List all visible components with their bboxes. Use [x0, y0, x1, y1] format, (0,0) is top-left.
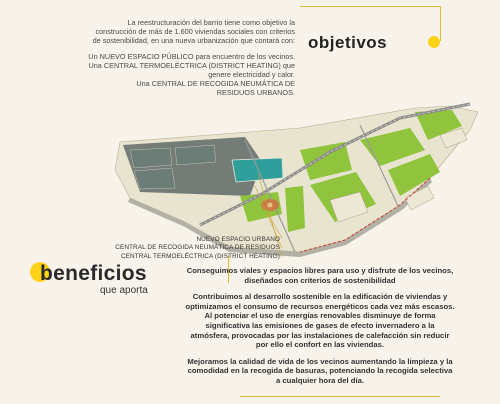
objetivo-item: RESIDUOS URBANOS.: [216, 88, 295, 98]
beneficio-paragraph: Contribuimos al desarrollo sostenible en la edificación de viviendas y optimizamos el consumo de recursos energéticos cada vez más escasos. Al potenciar el uso de energías renovables disminuye de forma significativa las emisiones de gases de efecto invernadero a la atmósfera, provocadas por las instalaciones de calefacción sin reducir por ello el confort en las viviendas.: [185, 292, 455, 350]
objetivo-item: genere electricidad y calor.: [208, 70, 295, 80]
legend-item: CENTRAL DE RECOGIDA NEUMÁTICA DE RESIDUOS: [115, 244, 280, 252]
beneficios-title: beneficios: [40, 262, 147, 285]
parcel: [175, 145, 216, 165]
green-space: [285, 186, 305, 232]
plaza-center: [268, 203, 273, 208]
objetivo-item: Un NUEVO ESPACIO PÚBLICO para encuentro de los vecinos.: [88, 51, 295, 61]
legend-item: CENTRAL TERMOELÉCTRICA (DISTRICT HEATING): [120, 252, 280, 260]
legend-item: NUEVO ESPACIO URBANO: [196, 236, 280, 243]
objetivo-item: Una CENTRAL TERMOELÉCTRICA (DISTRICT HEATING) que: [88, 60, 295, 70]
intro-line: de sostenibilidad, en una nueva urbanización que contará con:: [92, 36, 295, 46]
beneficios-body: [185, 266, 455, 393]
intro-line: construcción de más de 1.600 viviendas sociales con criterios: [95, 27, 295, 37]
objetivos-title: objetivos: [308, 33, 388, 52]
intro-line: La reestructuración del barrio tiene como objetivo la: [127, 18, 295, 27]
parcel: [134, 168, 175, 189]
map-legend: [40, 236, 280, 261]
water-area: [232, 158, 283, 182]
beneficio-paragraph: Conseguimos viales y espacios libres para uso y disfrute de los vecinos, diseñados con criterios de sostenibilidad: [186, 266, 454, 285]
parcel: [130, 148, 172, 168]
beneficios-subtitle: que aporta: [100, 285, 148, 296]
objetivo-item: Una CENTRAL DE RECOGIDA NEUMÁTICA DE: [136, 79, 295, 89]
beneficio-paragraph: Mejoramos la calidad de vida de los vecinos aumentando la limpieza y la comodidad en la recogida de basuras, potenciando la recogida selectiva a cualquier hora del día.: [187, 356, 453, 385]
